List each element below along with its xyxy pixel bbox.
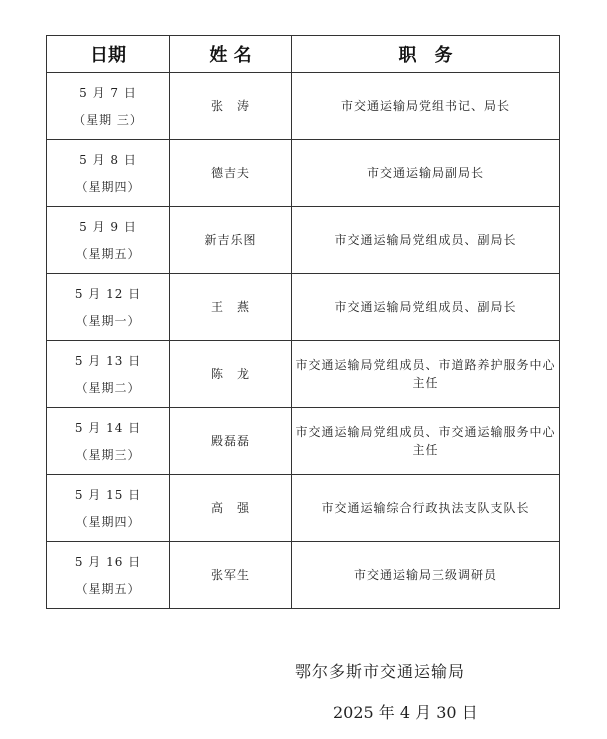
role-cell: 市交通运输局党组成员、副局长 [292,207,560,274]
weekday-text: （星期三） [75,447,141,462]
date-text: 5 月 16 日 [74,554,142,569]
date-text: 5 月 12 日 [74,286,142,301]
issue-date: 2025 年 4 月 30 日 [333,703,478,722]
date-text: 5 月 9 日 [79,219,137,234]
weekday-text: （星期二） [75,380,141,395]
duty-schedule-table [46,35,560,609]
table-row [47,73,560,140]
date-cell [47,341,170,408]
date-cell [47,542,170,609]
table-row [47,341,560,408]
role-cell: 市交通运输局党组书记、局长 [292,73,560,140]
date-text: 5 月 8 日 [79,152,137,167]
name-cell: 新吉乐图 [170,207,292,274]
name-cell: 殿磊磊 [170,408,292,475]
weekday-text: （星期五） [75,581,141,596]
date-cell [47,475,170,542]
date-cell [47,207,170,274]
date-cell [47,274,170,341]
role-cell: 市交通运输局副局长 [292,140,560,207]
name-cell: 陈 龙 [170,341,292,408]
date-cell [47,408,170,475]
name-cell: 王 燕 [170,274,292,341]
name-cell: 张 涛 [170,73,292,140]
table-row [47,542,560,609]
date-text: 5 月 15 日 [74,487,142,502]
date-text: 5 月 14 日 [74,420,142,435]
date-cell [47,140,170,207]
table-row [47,274,560,341]
table-header-row [47,36,560,73]
header-date: 日期 [47,36,170,73]
name-cell: 德吉夫 [170,140,292,207]
weekday-text: （星期 三） [73,112,143,127]
table-row [47,408,560,475]
weekday-text: （星期一） [75,313,141,328]
name-cell: 高 强 [170,475,292,542]
name-cell: 张军生 [170,542,292,609]
role-cell: 市交通运输局党组成员、市交通运输服务中心主任 [292,408,560,475]
table-row [47,475,560,542]
table-row [47,140,560,207]
weekday-text: （星期五） [75,246,141,261]
weekday-text: （星期四） [75,179,141,194]
weekday-text: （星期四） [75,514,141,529]
role-cell: 市交通运输综合行政执法支队支队长 [292,475,560,542]
date-cell [47,73,170,140]
date-text: 5 月 13 日 [74,353,142,368]
role-cell: 市交通运输局三级调研员 [292,542,560,609]
header-name: 姓 名 [170,36,292,73]
issuing-organization: 鄂尔多斯市交通运输局 [295,662,466,681]
table-row [47,207,560,274]
role-cell: 市交通运输局党组成员、市道路养护服务中心主任 [292,341,560,408]
header-role: 职 务 [292,36,560,73]
date-text: 5 月 7 日 [79,85,137,100]
role-cell: 市交通运输局党组成员、副局长 [292,274,560,341]
